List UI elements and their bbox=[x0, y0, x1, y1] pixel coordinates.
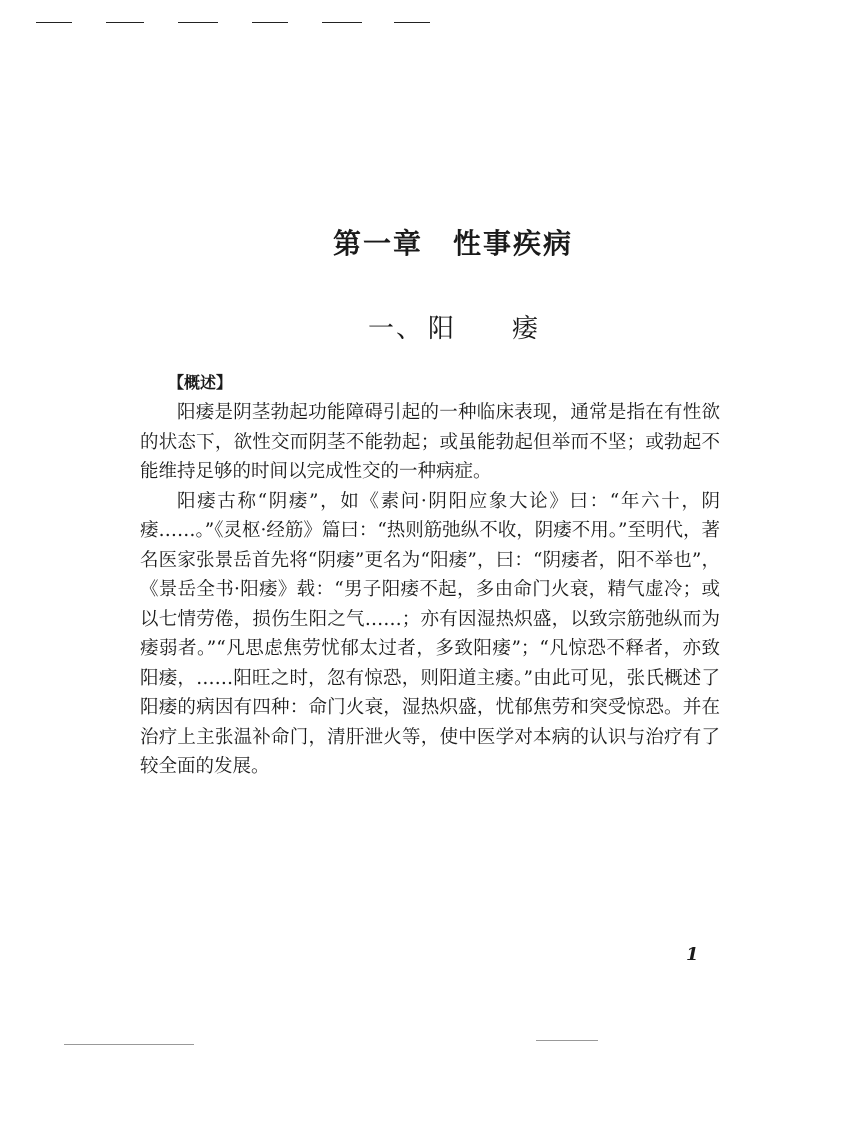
page-number: 1 bbox=[686, 944, 699, 965]
scan-artifact-line bbox=[536, 1040, 598, 1041]
section-title-part2: 痿 bbox=[512, 314, 539, 344]
section-number: 一、 bbox=[367, 314, 424, 344]
section-title bbox=[0, 308, 866, 345]
paragraph-1: 阳痿是阴茎勃起功能障碍引起的一种临床表现，通常是指在有性欲的状态下，欲性交而阴茎不能勃起；或虽能勃起但举而不坚；或勃起不能维持足够的时间以完成性交的一种病症。 bbox=[140, 402, 720, 482]
section-title-part1: 阳 bbox=[427, 314, 454, 344]
chapter-title: 第一章 性事疾病 bbox=[332, 227, 573, 260]
overview-heading: 【概述】 bbox=[168, 373, 233, 392]
scan-artifact-line bbox=[64, 1044, 194, 1045]
top-rule-decoration bbox=[36, 22, 436, 26]
paragraph-2: 阳痿古称“阴痿”，如《素问·阴阳应象大论》曰：“年六十，阴痿……。”《灵枢·经筋》篇曰：“热则筋弛纵不收，阴痿不用。”至明代，著名医家张景岳首先将“阴痿”更名为“阳痿”，曰：“阴痿者，阳不举也”，《景岳全书·阳痿》载：“男子阳痿不起，多由命门火衰，精气虚冷；或以七情劳倦，损伤生阳之气……；亦有因湿热炽盛，以致宗筋弛纵而为痿弱者。”“凡思虑焦劳忧郁太过者，多致阳痿”；“凡惊恐不释者，亦致阳痿，……阳旺之时，忽有惊恐，则阳道主痿。”由此可见，张氏概述了阳痿的病因有四种：命门火衰，湿热炽盛，忧郁焦劳和突受惊恐。并在治疗上主张温补命门，清肝泄火等，使中医学对本病的认识与治疗有了较全面的发展。 bbox=[140, 490, 721, 777]
body-text bbox=[140, 398, 720, 782]
